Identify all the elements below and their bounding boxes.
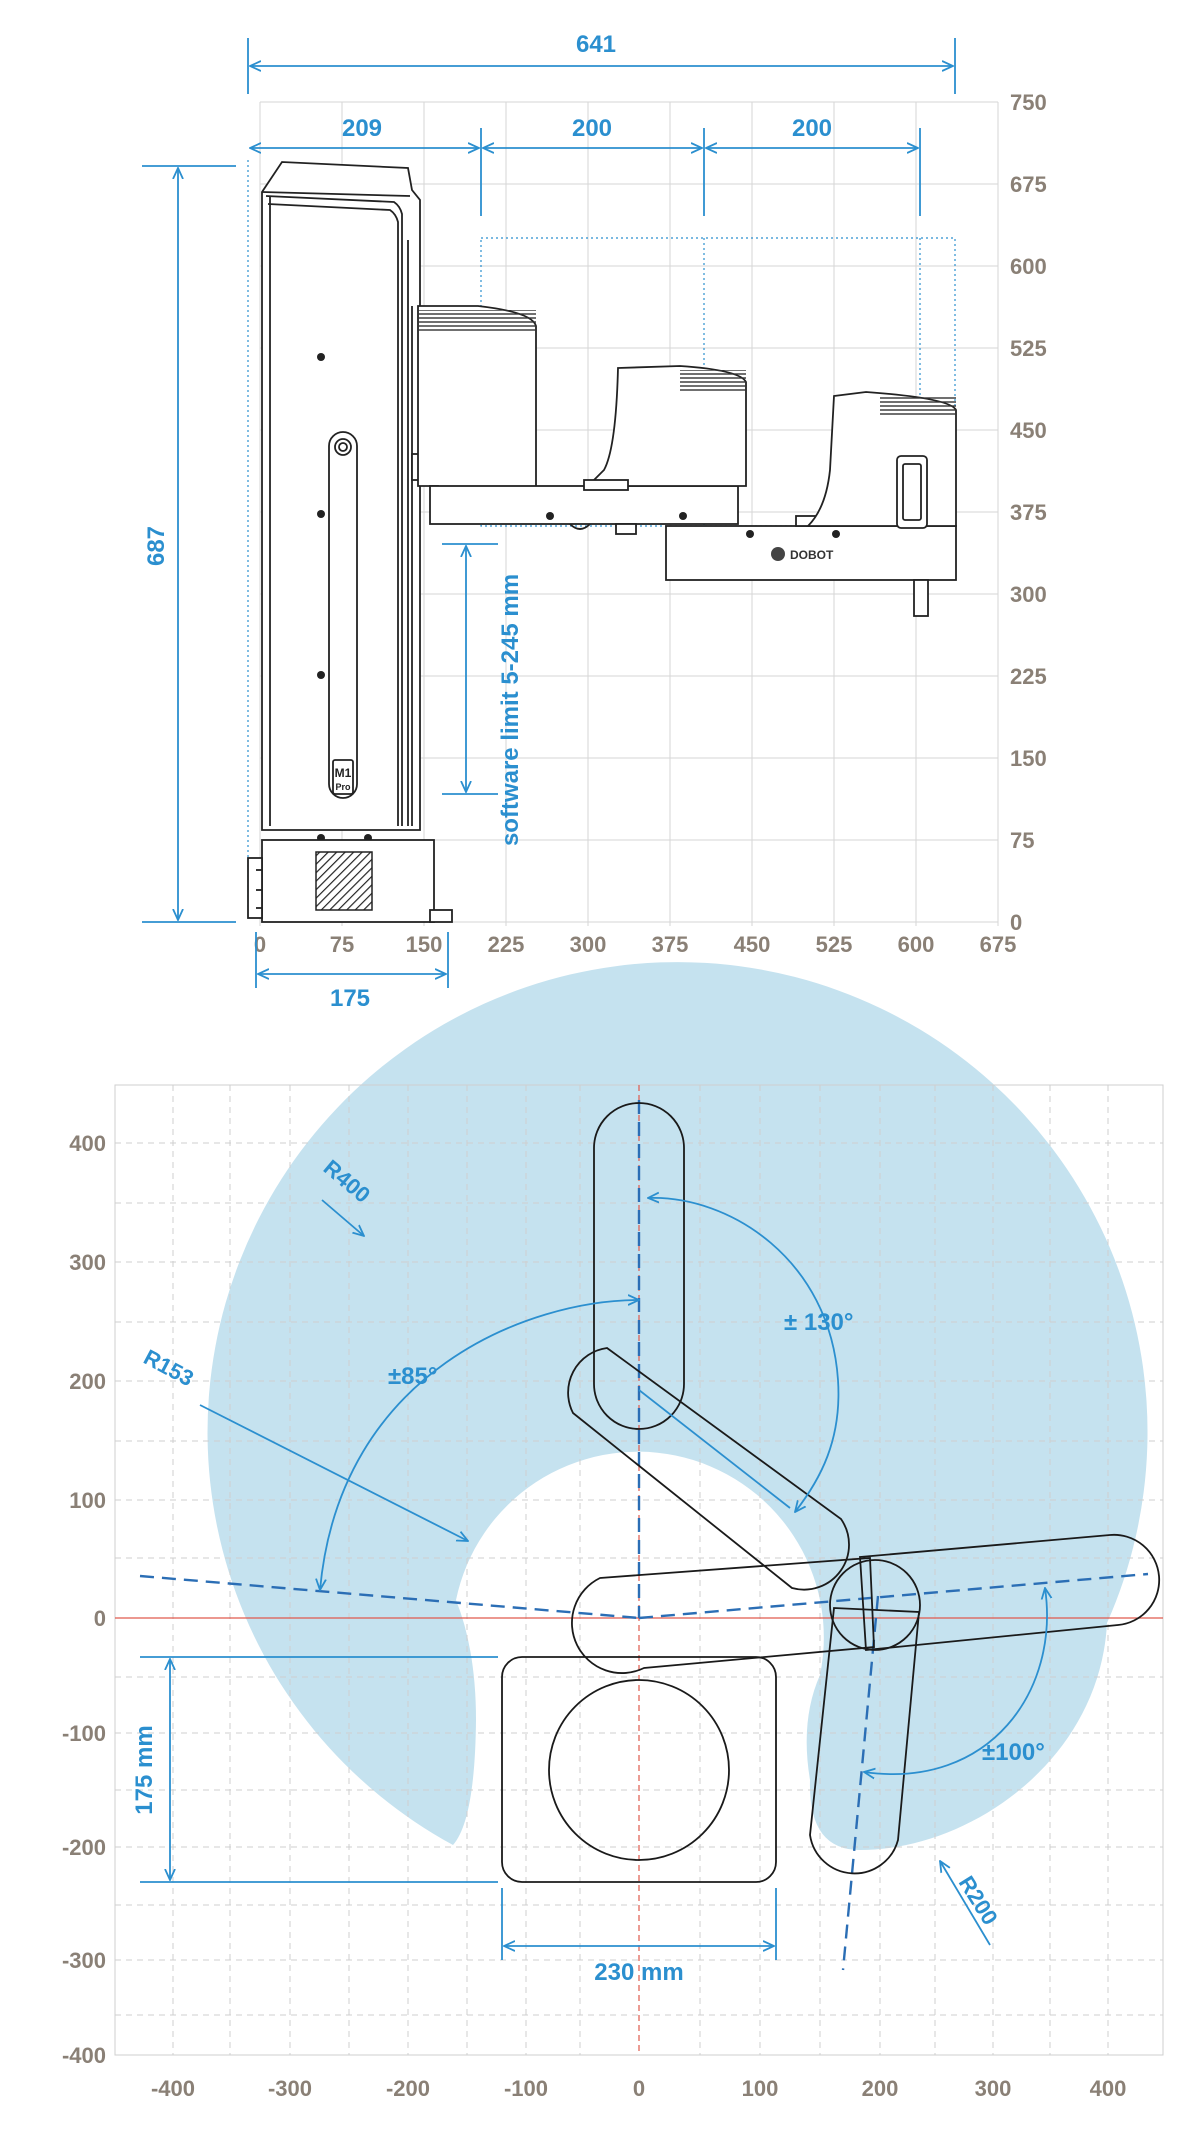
top-x-tick: -300 xyxy=(267,2076,313,2101)
dim-segment-2: 200 xyxy=(571,115,613,142)
side-x-tick: 0 xyxy=(253,932,267,957)
side-x-tick: 300 xyxy=(569,932,607,957)
angle-85-label: ±85° xyxy=(388,1363,438,1390)
side-y-tick: 450 xyxy=(1010,418,1047,443)
top-x-tick: -400 xyxy=(150,2076,196,2101)
side-y-tick: 375 xyxy=(1010,500,1047,525)
side-x-tick: 600 xyxy=(897,932,935,957)
side-x-tick: 525 xyxy=(815,932,853,957)
top-x-tick: 100 xyxy=(741,2076,779,2101)
side-x-tick: 375 xyxy=(651,932,689,957)
top-x-tick: 200 xyxy=(861,2076,899,2101)
side-x-tick: 450 xyxy=(733,932,771,957)
robot-arm-2 xyxy=(584,366,746,490)
top-y-tick: -300 xyxy=(61,1948,106,1973)
top-y-tick: -100 xyxy=(61,1721,106,1746)
side-view xyxy=(142,31,1047,1012)
side-y-tick: 0 xyxy=(1010,910,1023,935)
top-y-axis-labels xyxy=(62,1131,106,2068)
side-x-axis-labels xyxy=(254,932,1016,957)
robot-column xyxy=(248,162,452,922)
side-y-axis-labels xyxy=(1010,90,1047,935)
top-x-axis-labels xyxy=(151,2076,1126,2101)
top-y-tick: -400 xyxy=(61,2043,106,2068)
top-x-tick: -100 xyxy=(503,2076,549,2101)
dim-base: 175 xyxy=(329,985,371,1012)
dim-segment-1: 209 xyxy=(341,115,383,142)
dim-segment-3: 200 xyxy=(791,115,833,142)
top-y-tick: 200 xyxy=(69,1369,106,1394)
side-y-tick: 225 xyxy=(1010,664,1047,689)
side-y-tick: 600 xyxy=(1010,254,1047,279)
software-limit-label: software limit 5-245 mm xyxy=(497,573,524,847)
top-y-tick: 0 xyxy=(93,1606,106,1631)
top-y-tick: -200 xyxy=(61,1835,106,1860)
dim-height: 687 xyxy=(143,525,170,567)
top-x-tick: -200 xyxy=(385,2076,431,2101)
top-x-tick: 300 xyxy=(974,2076,1012,2101)
side-x-tick: 75 xyxy=(329,932,355,957)
side-y-tick: 75 xyxy=(1010,828,1035,853)
side-y-tick: 525 xyxy=(1010,336,1047,361)
top-y-tick: 100 xyxy=(69,1488,106,1513)
side-x-tick: 225 xyxy=(487,932,525,957)
side-x-tick: 675 xyxy=(979,932,1017,957)
top-x-tick: 400 xyxy=(1089,2076,1127,2101)
brand-label: DOBOT xyxy=(790,548,834,562)
top-y-tick: 400 xyxy=(69,1131,106,1156)
model-label: M1 xyxy=(334,766,352,780)
r400-label: R400 xyxy=(318,1154,376,1208)
side-y-tick: 150 xyxy=(1010,746,1047,771)
r200-label: R200 xyxy=(953,1871,1003,1930)
side-x-tick: 150 xyxy=(405,932,443,957)
r153-label: R153 xyxy=(139,1344,198,1392)
angle-130-label: ± 130° xyxy=(784,1309,854,1336)
top-view xyxy=(62,962,1163,2101)
dim-175-label: 175 mm xyxy=(131,1725,158,1815)
side-y-tick: 300 xyxy=(1010,582,1047,607)
side-y-tick: 750 xyxy=(1010,90,1047,115)
model-sub-label: Pro xyxy=(335,782,351,792)
side-y-tick: 675 xyxy=(1010,172,1047,197)
top-x-tick: 0 xyxy=(632,2076,646,2101)
angle-100-label: ±100° xyxy=(982,1739,1045,1766)
dim-230-label: 230 mm xyxy=(594,1959,684,1986)
dim-total-width: 641 xyxy=(575,31,617,58)
top-y-tick: 300 xyxy=(69,1250,106,1275)
